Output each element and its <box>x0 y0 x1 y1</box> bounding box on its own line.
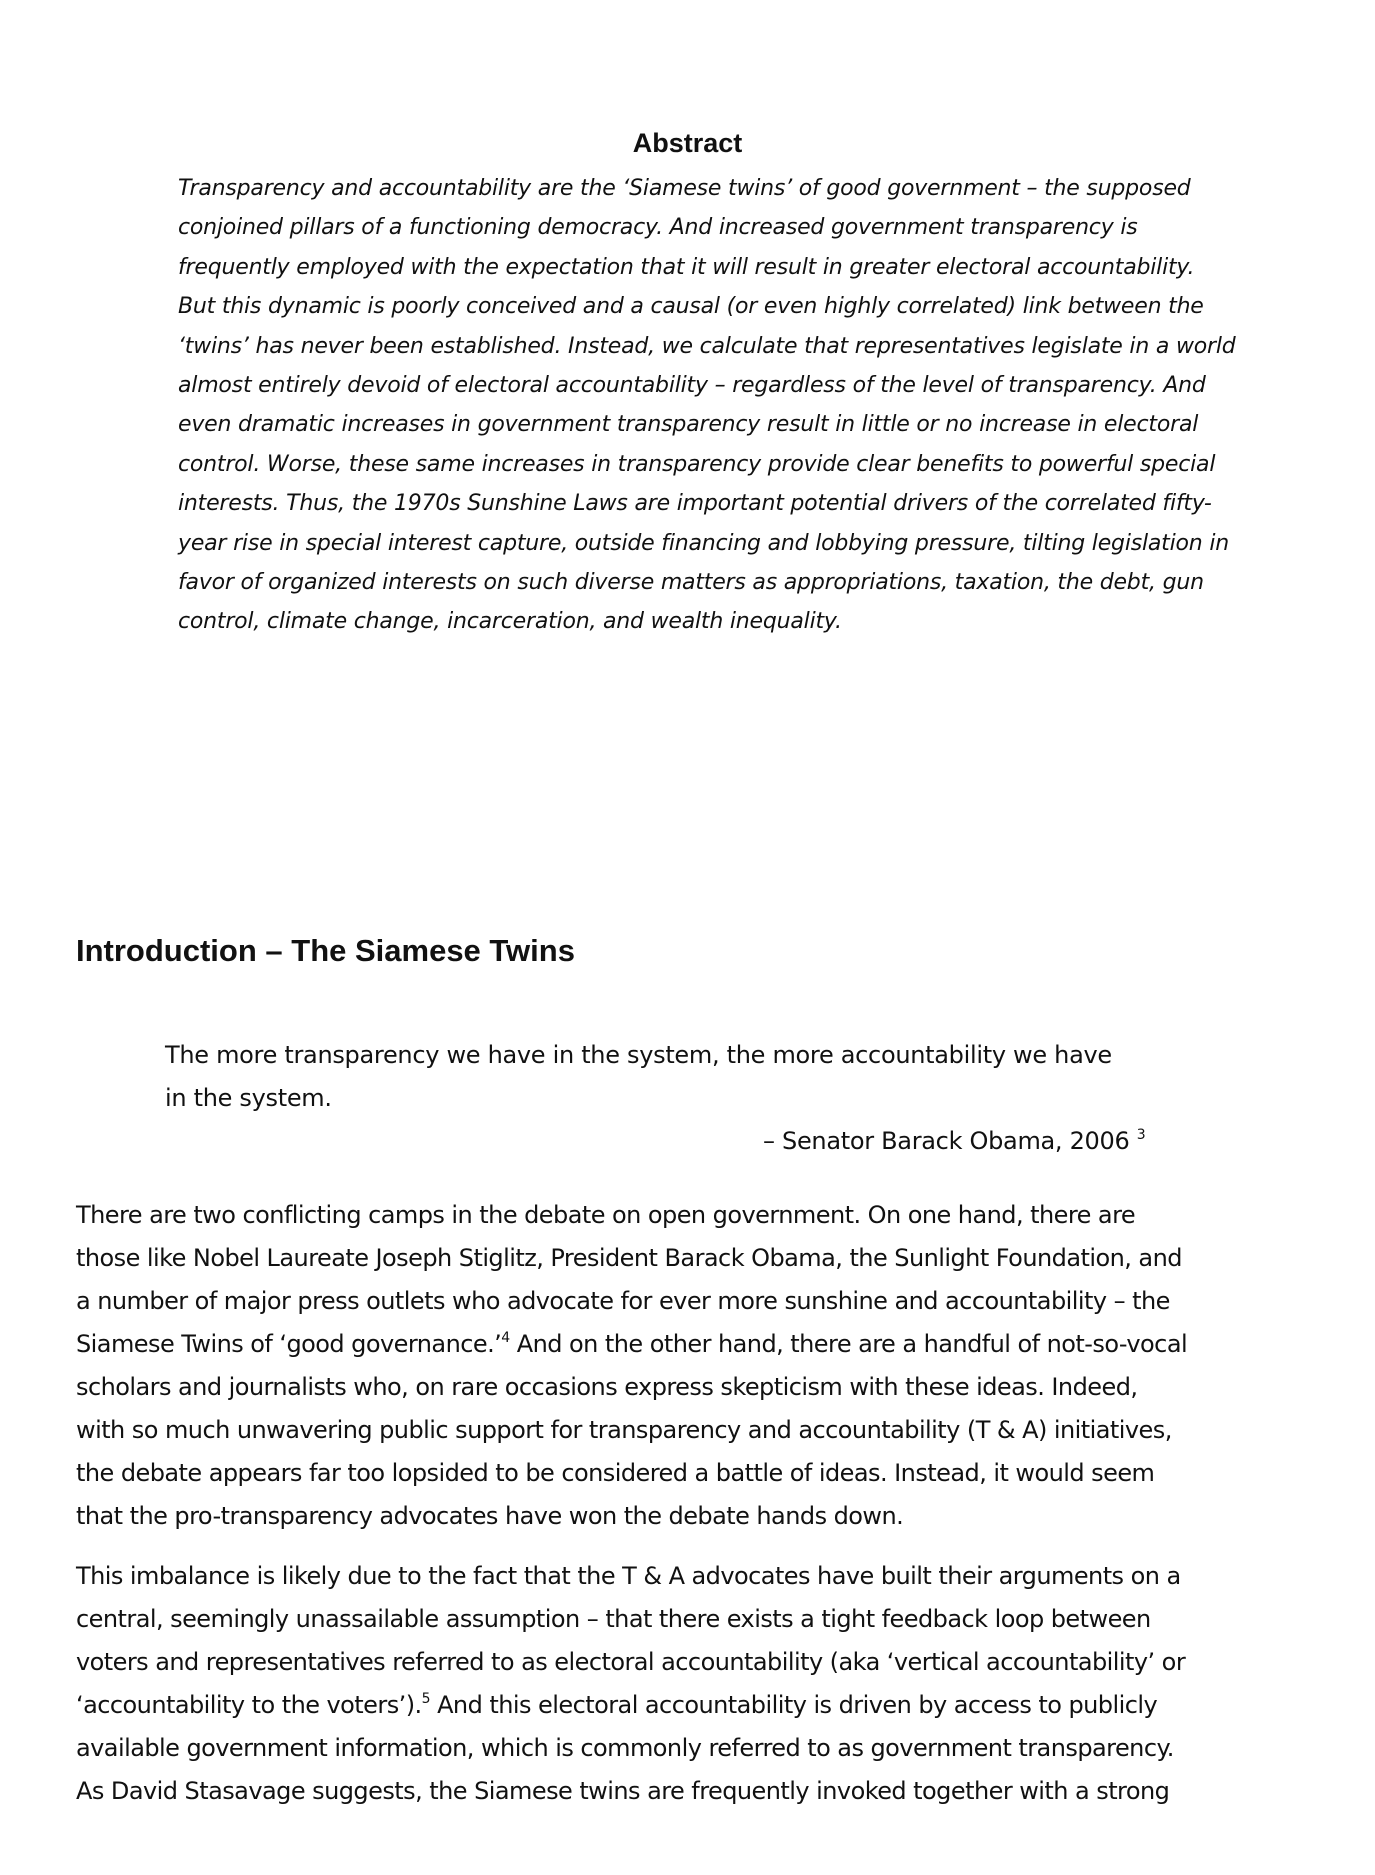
paragraph-text: Siamese Twins of ‘good governance.’ <box>76 1330 502 1358</box>
footnote-marker[interactable]: 4 <box>501 1330 510 1346</box>
abstract-line: control. Worse, these same increases in transparency provide clear benefits to powerful special <box>178 451 1216 477</box>
epigraph-line: The more transparency we have in the system, the more accountability we have <box>165 1041 1112 1069</box>
paragraph-text: And this electoral accountability is driven by access to publicly <box>429 1691 1158 1719</box>
attribution-text: – Senator Barack Obama, 2006 <box>763 1127 1137 1155</box>
footnote-marker[interactable]: 5 <box>421 1691 430 1707</box>
body-paragraph <box>76 1555 1326 1813</box>
abstract-line: conjoined pillars of a functioning democracy. And increased government transparency is <box>178 215 1138 241</box>
epigraph-quote <box>165 1034 1165 1155</box>
paragraph-text: ‘accountability to the voters’). <box>76 1691 422 1719</box>
abstract-line: year rise in special interest capture, outside financing and lobbying pressure, tilting legislation in <box>178 530 1229 556</box>
paragraph-line: with so much unwavering public support for transparency and accountability (T & A) initiatives, <box>76 1416 1172 1444</box>
abstract-body <box>178 169 1288 642</box>
paragraph-line: central, seemingly unassailable assumption – that there exists a tight feedback loop between <box>76 1605 1151 1633</box>
abstract-line: frequently employed with the expectation that it will result in greater electoral accountability. <box>178 254 1195 280</box>
abstract-line: interests. Thus, the 1970s Sunshine Laws are important potential drivers of the correlated fifty- <box>178 491 1212 517</box>
section-heading: Introduction – The Siamese Twins <box>76 933 575 968</box>
paragraph-line: scholars and journalists who, on rare occasions express skepticism with these ideas. Indeed, <box>76 1373 1138 1401</box>
abstract-line: almost entirely devoid of electoral accountability – regardless of the level of transparency. And <box>178 372 1206 398</box>
abstract-line: even dramatic increases in government transparency result in little or no increase in electoral <box>178 412 1199 438</box>
paragraph-line: There are two conflicting camps in the debate on open government. On one hand, there are <box>76 1201 1136 1229</box>
abstract-line: Transparency and accountability are the ‘Siamese twins’ of good government – the supposed <box>178 176 1191 201</box>
abstract-line: But this dynamic is poorly conceived and a causal (or even highly correlated) link between the <box>178 294 1204 320</box>
body-paragraph <box>76 1194 1326 1538</box>
paragraph-line: As David Stasavage suggests, the Siamese twins are frequently invoked together with a strong <box>76 1777 1170 1805</box>
abstract-line: ‘twins’ has never been established. Instead, we calculate that representatives legislate in a world <box>178 333 1236 359</box>
paragraph-line: voters and representatives referred to as electoral accountability (aka ‘vertical accountability’ or <box>76 1648 1186 1676</box>
abstract-line: favor of organized interests on such diverse matters as appropriations, taxation, the debt, gun <box>178 569 1204 595</box>
abstract-line: control, climate change, incarceration, and wealth inequality. <box>178 609 842 635</box>
paragraph-line: that the pro-transparency advocates have won the debate hands down. <box>76 1502 904 1530</box>
paragraph-text: And on the other hand, there are a handful of not-so-vocal <box>509 1330 1188 1358</box>
paragraph-line: available government information, which is commonly referred to as government transparency. <box>76 1734 1174 1762</box>
epigraph-line: in the system. <box>165 1084 332 1112</box>
footnote-marker[interactable]: 3 <box>1136 1127 1146 1143</box>
paragraph-line <box>76 1323 1326 1366</box>
paragraph-line <box>76 1684 1326 1727</box>
paragraph-line: the debate appears far too lopsided to be considered a battle of ideas. Instead, it would seem <box>76 1459 1155 1487</box>
paragraph-line: This imbalance is likely due to the fact that the T & A advocates have built their arguments on a <box>76 1562 1181 1590</box>
abstract-title: Abstract <box>632 128 743 158</box>
paragraph-line: a number of major press outlets who advocate for ever more sunshine and accountability – the <box>76 1287 1170 1315</box>
paragraph-line: those like Nobel Laureate Joseph Stiglitz, President Barack Obama, the Sunlight Foundation, and <box>76 1244 1182 1272</box>
epigraph-attribution <box>763 1120 1145 1163</box>
